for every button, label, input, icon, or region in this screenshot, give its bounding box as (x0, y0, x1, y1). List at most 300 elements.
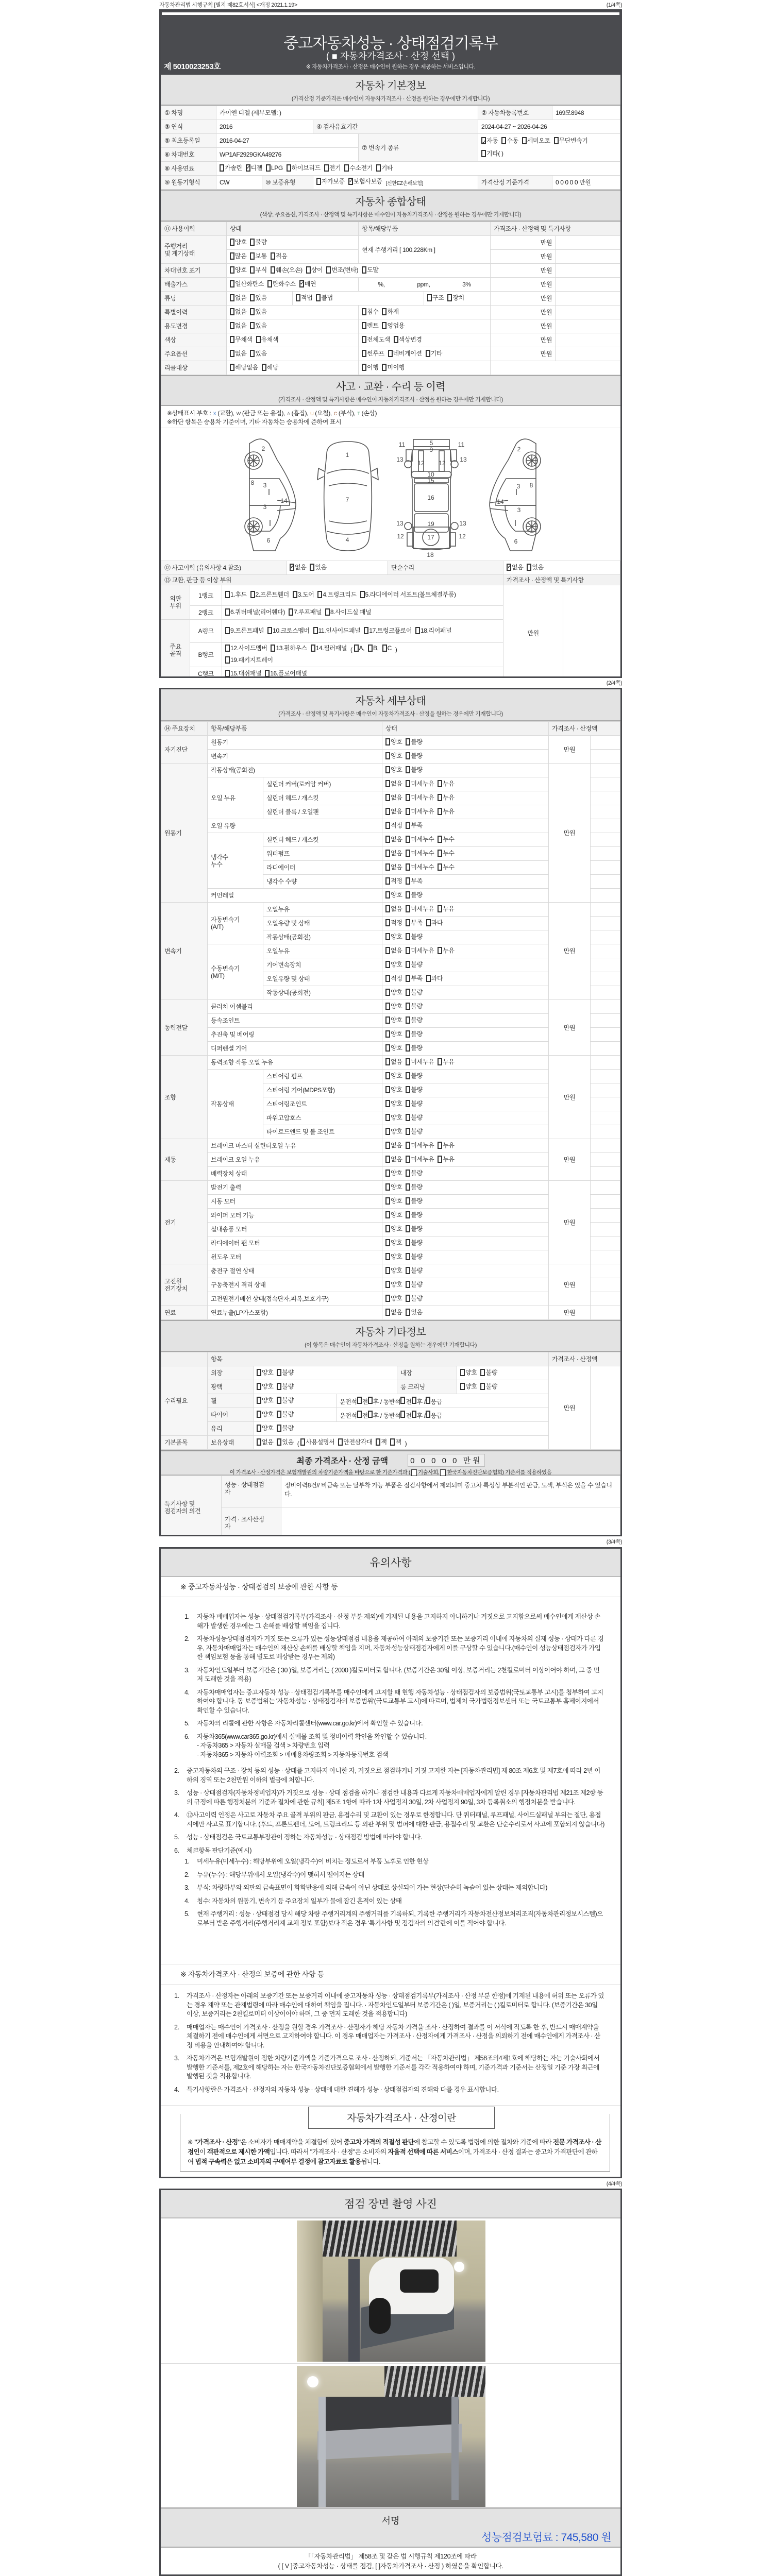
checkbox-option[interactable] (250, 350, 266, 357)
checkbox[interactable] (313, 627, 318, 634)
checkbox[interactable] (385, 989, 390, 996)
checkbox[interactable] (460, 1383, 465, 1390)
checkbox-option[interactable] (362, 350, 384, 357)
checkbox-option[interactable] (267, 625, 309, 636)
checkbox-option[interactable] (362, 336, 390, 343)
checkbox-option[interactable] (266, 164, 283, 172)
checkbox[interactable] (406, 891, 410, 899)
checkbox-option[interactable] (230, 239, 246, 246)
checkbox[interactable] (385, 1114, 390, 1121)
checkbox-option[interactable] (385, 933, 402, 940)
checkbox[interactable] (225, 591, 230, 598)
checkbox-option[interactable] (406, 1267, 422, 1274)
checkbox[interactable] (406, 1295, 410, 1302)
checkbox-option[interactable] (338, 1438, 372, 1446)
checkbox[interactable] (438, 850, 442, 857)
checkbox[interactable] (376, 164, 381, 172)
checkbox[interactable] (406, 905, 410, 912)
checkbox[interactable] (415, 627, 420, 634)
checkbox[interactable] (406, 1281, 410, 1288)
checkbox[interactable] (287, 164, 291, 172)
checkbox[interactable] (406, 961, 410, 968)
checkbox[interactable] (406, 1086, 410, 1093)
checkbox[interactable] (406, 1170, 410, 1177)
checkbox-option[interactable] (385, 1114, 402, 1121)
checkbox-option[interactable] (271, 643, 307, 653)
checkbox[interactable] (385, 794, 390, 801)
checkbox[interactable] (406, 1128, 410, 1135)
checkbox[interactable] (406, 1114, 410, 1121)
checkbox[interactable] (382, 364, 386, 371)
checkbox[interactable] (406, 1156, 410, 1163)
checkbox[interactable] (220, 164, 224, 172)
checkbox-option[interactable] (311, 643, 347, 653)
checkbox[interactable] (385, 919, 390, 926)
checkbox[interactable] (230, 336, 234, 343)
checkbox-option[interactable] (385, 1225, 402, 1232)
checkbox-option[interactable] (385, 822, 402, 829)
checkbox[interactable] (522, 137, 527, 144)
checkbox[interactable] (362, 350, 366, 357)
checkbox[interactable] (230, 308, 234, 315)
checkbox[interactable] (385, 905, 390, 912)
checkbox[interactable] (230, 266, 234, 274)
checkbox[interactable] (406, 1100, 410, 1107)
checkbox-option[interactable] (406, 1239, 422, 1246)
checkbox[interactable] (406, 1197, 410, 1205)
checkbox[interactable] (388, 350, 393, 357)
checkbox[interactable] (290, 564, 294, 571)
checkbox[interactable] (230, 252, 234, 260)
checkbox-option[interactable] (277, 1438, 293, 1446)
checkbox[interactable] (325, 608, 330, 616)
checkbox-option[interactable] (385, 850, 402, 857)
checkbox[interactable] (400, 1411, 405, 1418)
checkbox[interactable] (230, 322, 234, 329)
checkbox[interactable] (300, 1438, 305, 1446)
checkbox-option[interactable] (406, 1183, 422, 1191)
checkbox[interactable] (368, 1397, 373, 1404)
checkbox-option[interactable] (385, 1309, 402, 1316)
checkbox[interactable] (385, 961, 390, 968)
checkbox[interactable] (257, 1411, 261, 1418)
checkbox-option[interactable] (230, 308, 246, 315)
checkbox-option[interactable] (406, 1128, 422, 1135)
checkbox[interactable] (250, 350, 255, 357)
checkbox-option[interactable] (385, 1003, 402, 1010)
checkbox-option[interactable] (406, 905, 434, 912)
checkbox[interactable] (438, 863, 442, 871)
checkbox-option[interactable] (306, 266, 323, 274)
checkbox-option[interactable] (385, 808, 402, 815)
checkbox-option[interactable] (287, 164, 321, 172)
checkbox-option[interactable] (385, 863, 402, 871)
checkbox-option[interactable] (426, 975, 443, 982)
checkbox-option[interactable] (427, 294, 444, 301)
checkbox[interactable] (362, 336, 366, 343)
checkbox[interactable] (362, 308, 366, 315)
checkbox[interactable] (271, 645, 275, 652)
checkbox[interactable] (368, 1411, 373, 1418)
checkbox-option[interactable] (225, 608, 285, 616)
checkbox[interactable] (338, 1438, 343, 1446)
checkbox-option[interactable] (406, 891, 422, 899)
checkbox[interactable] (406, 780, 410, 787)
checkbox[interactable] (426, 975, 431, 982)
checkbox-option[interactable] (267, 280, 296, 287)
checkbox-option[interactable] (385, 1281, 402, 1288)
checkbox-option[interactable] (257, 1438, 273, 1446)
checkbox-option[interactable] (225, 670, 261, 677)
checkbox[interactable] (406, 1044, 410, 1052)
checkbox[interactable] (277, 1369, 281, 1376)
checkbox[interactable] (438, 1142, 442, 1149)
checkbox[interactable] (368, 645, 373, 652)
checkbox[interactable] (385, 738, 390, 745)
checkbox[interactable] (277, 1383, 281, 1390)
checkbox[interactable] (412, 1397, 416, 1404)
checkbox[interactable] (406, 1072, 410, 1079)
checkbox[interactable] (364, 627, 368, 634)
checkbox-option[interactable] (406, 1170, 422, 1177)
checkbox-option[interactable] (385, 1030, 402, 1038)
checkbox-option[interactable] (348, 178, 382, 185)
checkbox[interactable] (385, 863, 390, 871)
checkbox[interactable] (257, 1397, 261, 1404)
checkbox[interactable] (438, 780, 442, 787)
checkbox[interactable] (406, 836, 410, 843)
checkbox-option[interactable] (250, 266, 266, 274)
checkbox[interactable] (480, 1369, 485, 1376)
checkbox[interactable] (385, 1170, 390, 1177)
checkbox[interactable] (385, 836, 390, 843)
checkbox[interactable] (406, 1142, 410, 1149)
checkbox[interactable] (271, 266, 275, 274)
checkbox-option[interactable] (385, 1044, 402, 1052)
checkbox-option[interactable] (225, 625, 264, 636)
checkbox-option[interactable] (277, 1411, 293, 1418)
checkbox[interactable] (382, 308, 386, 315)
checkbox-option[interactable] (289, 608, 322, 616)
checkbox[interactable] (406, 947, 410, 954)
checkbox-option[interactable] (230, 252, 246, 260)
checkbox-option[interactable] (406, 1253, 422, 1260)
checkbox[interactable] (230, 294, 234, 301)
checkbox-option[interactable] (277, 1425, 293, 1432)
checkbox[interactable] (406, 877, 410, 885)
checkbox[interactable] (277, 1411, 281, 1418)
checkbox-option[interactable] (385, 947, 402, 954)
checkbox-option[interactable] (415, 625, 451, 636)
checkbox-option[interactable] (406, 836, 434, 843)
checkbox[interactable] (406, 1309, 410, 1316)
checkbox-option[interactable] (230, 350, 246, 357)
checkbox[interactable] (296, 294, 300, 301)
checkbox-option[interactable] (362, 322, 378, 329)
checkbox-option[interactable] (406, 1058, 434, 1065)
checkbox[interactable] (390, 1438, 395, 1446)
checkbox-option[interactable] (257, 1411, 273, 1418)
checkbox-option[interactable] (406, 1044, 422, 1052)
checkbox[interactable] (385, 766, 390, 773)
checkbox[interactable] (438, 947, 442, 954)
checkbox-option[interactable] (438, 836, 454, 843)
checkbox-option[interactable] (257, 1425, 273, 1432)
checkbox-option[interactable] (360, 590, 456, 599)
checkbox-option[interactable] (438, 808, 454, 815)
checkbox-option[interactable] (406, 1225, 422, 1232)
checkbox[interactable] (406, 1003, 410, 1010)
checkbox[interactable] (385, 975, 390, 982)
checkbox[interactable] (262, 364, 266, 371)
checkbox-option[interactable] (385, 975, 402, 982)
checkbox[interactable] (406, 850, 410, 857)
checkbox-option[interactable] (326, 266, 358, 274)
checkbox-option[interactable] (385, 752, 402, 759)
checkbox-option[interactable] (385, 766, 402, 773)
checkbox[interactable] (230, 364, 234, 371)
checkbox-option[interactable] (385, 1156, 402, 1163)
checkbox[interactable] (362, 266, 366, 274)
checkbox-option[interactable] (230, 336, 253, 343)
checkbox-option[interactable] (290, 564, 306, 571)
checkbox-option[interactable] (406, 975, 422, 982)
checkbox-option[interactable] (277, 1369, 293, 1376)
checkbox[interactable] (277, 1425, 281, 1432)
checkbox[interactable] (250, 591, 255, 598)
checkbox[interactable] (267, 627, 272, 634)
checkbox-option[interactable] (317, 590, 356, 599)
checkbox[interactable] (257, 1425, 261, 1432)
checkbox[interactable] (460, 1369, 465, 1376)
checkbox[interactable] (317, 591, 322, 598)
checkbox-option[interactable] (250, 308, 266, 315)
checkbox[interactable] (406, 1239, 410, 1246)
checkbox[interactable] (411, 1469, 417, 1476)
checkbox[interactable] (256, 336, 261, 343)
checkbox[interactable] (385, 877, 390, 885)
checkbox-option[interactable] (385, 989, 402, 996)
checkbox-option[interactable] (438, 905, 454, 912)
checkbox[interactable] (385, 1030, 390, 1038)
checkbox[interactable] (385, 1225, 390, 1232)
checkbox-option[interactable] (406, 766, 422, 773)
inspection-photo[interactable] (297, 2221, 485, 2362)
checkbox-option[interactable] (406, 989, 422, 996)
checkbox[interactable] (277, 1438, 281, 1446)
checkbox-option[interactable] (460, 1369, 477, 1376)
checkbox-option[interactable] (426, 919, 443, 926)
checkbox[interactable] (406, 919, 410, 926)
checkbox[interactable] (385, 891, 390, 899)
checkbox-option[interactable] (257, 1369, 273, 1376)
checkbox-option[interactable] (230, 280, 264, 287)
checkbox-option[interactable] (385, 738, 402, 745)
checkbox-option[interactable] (385, 1183, 402, 1191)
checkbox[interactable] (406, 1211, 410, 1218)
checkbox[interactable] (376, 1438, 380, 1446)
checkbox[interactable] (362, 322, 366, 329)
checkbox-option[interactable] (313, 625, 361, 636)
checkbox[interactable] (326, 266, 331, 274)
checkbox[interactable] (385, 1072, 390, 1079)
checkbox-option[interactable] (277, 1397, 293, 1404)
checkbox-option[interactable] (406, 1016, 422, 1024)
checkbox-option[interactable] (385, 1197, 402, 1205)
checkbox[interactable] (385, 947, 390, 954)
checkbox-option[interactable] (406, 808, 434, 815)
checkbox-option[interactable] (385, 961, 402, 968)
checkbox-option[interactable] (406, 1100, 422, 1107)
checkbox-option[interactable] (376, 164, 393, 172)
checkbox[interactable] (385, 1086, 390, 1093)
checkbox[interactable] (385, 1128, 390, 1135)
checkbox[interactable] (426, 1411, 430, 1418)
checkbox-option[interactable] (406, 1114, 422, 1121)
checkbox[interactable] (250, 252, 255, 260)
checkbox-option[interactable] (225, 590, 247, 599)
checkbox[interactable] (481, 137, 486, 144)
checkbox-option[interactable] (406, 1197, 422, 1205)
checkbox-option[interactable] (385, 877, 402, 885)
checkbox-option[interactable] (316, 178, 345, 185)
checkbox-option[interactable] (447, 294, 464, 301)
checkbox-option[interactable] (296, 294, 312, 301)
checkbox-option[interactable] (406, 1281, 422, 1288)
checkbox-option[interactable] (368, 643, 379, 653)
checkbox[interactable] (385, 780, 390, 787)
checkbox[interactable] (406, 766, 410, 773)
checkbox[interactable] (230, 239, 234, 246)
checkbox-option[interactable] (250, 252, 266, 260)
checkbox-option[interactable] (250, 239, 266, 246)
checkbox[interactable] (440, 1469, 446, 1476)
checkbox-option[interactable] (406, 1156, 434, 1163)
checkbox-option[interactable] (385, 1142, 402, 1149)
checkbox-option[interactable] (382, 643, 392, 653)
checkbox[interactable] (385, 1156, 390, 1163)
checkbox[interactable] (311, 645, 315, 652)
checkbox-option[interactable] (257, 1383, 273, 1390)
checkbox[interactable] (385, 822, 390, 829)
checkbox-option[interactable] (230, 364, 258, 371)
checkbox[interactable] (250, 266, 255, 274)
checkbox-option[interactable] (438, 780, 454, 787)
checkbox[interactable] (385, 1003, 390, 1010)
checkbox-option[interactable] (265, 670, 307, 677)
checkbox[interactable] (385, 1058, 390, 1065)
checkbox[interactable] (360, 591, 365, 598)
checkbox-option[interactable] (250, 294, 266, 301)
checkbox[interactable] (406, 989, 410, 996)
checkbox[interactable] (385, 1239, 390, 1246)
checkbox[interactable] (348, 178, 353, 185)
checkbox-option[interactable] (385, 780, 402, 787)
checkbox-option[interactable] (385, 1072, 402, 1079)
checkbox-option[interactable] (438, 1142, 454, 1149)
inspection-photo[interactable] (297, 2366, 485, 2507)
checkbox-option[interactable] (438, 794, 454, 801)
checkbox[interactable] (382, 645, 387, 652)
checkbox[interactable] (406, 1183, 410, 1191)
checkbox[interactable] (257, 1438, 261, 1446)
checkbox-option[interactable] (406, 1072, 422, 1079)
checkbox-option[interactable] (480, 1383, 497, 1390)
checkbox[interactable] (406, 933, 410, 940)
checkbox[interactable] (225, 670, 230, 677)
checkbox[interactable] (438, 808, 442, 815)
checkbox-option[interactable] (225, 655, 273, 665)
checkbox[interactable] (427, 294, 432, 301)
checkbox[interactable] (426, 919, 431, 926)
checkbox-option[interactable] (385, 1058, 402, 1065)
checkbox[interactable] (357, 1397, 362, 1404)
checkbox[interactable] (267, 280, 272, 287)
checkbox[interactable] (344, 164, 349, 172)
checkbox[interactable] (385, 1253, 390, 1260)
checkbox[interactable] (406, 863, 410, 871)
checkbox-option[interactable] (481, 135, 498, 146)
checkbox-option[interactable] (385, 836, 402, 843)
checkbox-option[interactable] (225, 643, 267, 653)
checkbox[interactable] (225, 627, 230, 634)
checkbox[interactable] (406, 1267, 410, 1274)
checkbox-option[interactable] (406, 1086, 422, 1093)
checkbox[interactable] (507, 564, 511, 571)
checkbox-option[interactable] (250, 590, 289, 599)
checkbox-option[interactable] (385, 1267, 402, 1274)
checkbox-option[interactable] (406, 877, 422, 885)
checkbox[interactable] (250, 239, 255, 246)
checkbox[interactable] (246, 164, 250, 172)
checkbox[interactable] (438, 794, 442, 801)
checkbox[interactable] (412, 1411, 416, 1418)
checkbox-option[interactable] (406, 863, 434, 871)
checkbox-option[interactable] (385, 1128, 402, 1135)
checkbox[interactable] (250, 322, 255, 329)
checkbox[interactable] (310, 564, 314, 571)
checkbox[interactable] (385, 1183, 390, 1191)
checkbox[interactable] (257, 1383, 261, 1390)
checkbox-option[interactable] (406, 780, 434, 787)
checkbox-option[interactable] (385, 919, 402, 926)
checkbox[interactable] (225, 608, 230, 616)
checkbox-option[interactable] (382, 308, 398, 315)
checkbox[interactable] (277, 1397, 281, 1404)
checkbox-option[interactable] (406, 947, 434, 954)
checkbox[interactable] (406, 1253, 410, 1260)
checkbox-option[interactable] (438, 1156, 454, 1163)
checkbox[interactable] (438, 905, 442, 912)
checkbox[interactable] (438, 1156, 442, 1163)
checkbox-option[interactable] (325, 608, 371, 616)
checkbox-option[interactable] (406, 933, 422, 940)
checkbox-option[interactable] (362, 364, 378, 371)
checkbox-option[interactable] (300, 1438, 334, 1446)
checkbox-option[interactable] (438, 863, 454, 871)
checkbox-option[interactable] (522, 135, 550, 146)
checkbox-option[interactable] (385, 1170, 402, 1177)
checkbox[interactable] (316, 294, 321, 301)
checkbox[interactable] (385, 1295, 390, 1302)
checkbox[interactable] (406, 794, 410, 801)
checkbox-option[interactable] (385, 1086, 402, 1093)
checkbox[interactable] (385, 1142, 390, 1149)
checkbox[interactable] (406, 822, 410, 829)
checkbox-option[interactable] (385, 1239, 402, 1246)
checkbox[interactable] (250, 308, 255, 315)
checkbox[interactable] (480, 1383, 485, 1390)
